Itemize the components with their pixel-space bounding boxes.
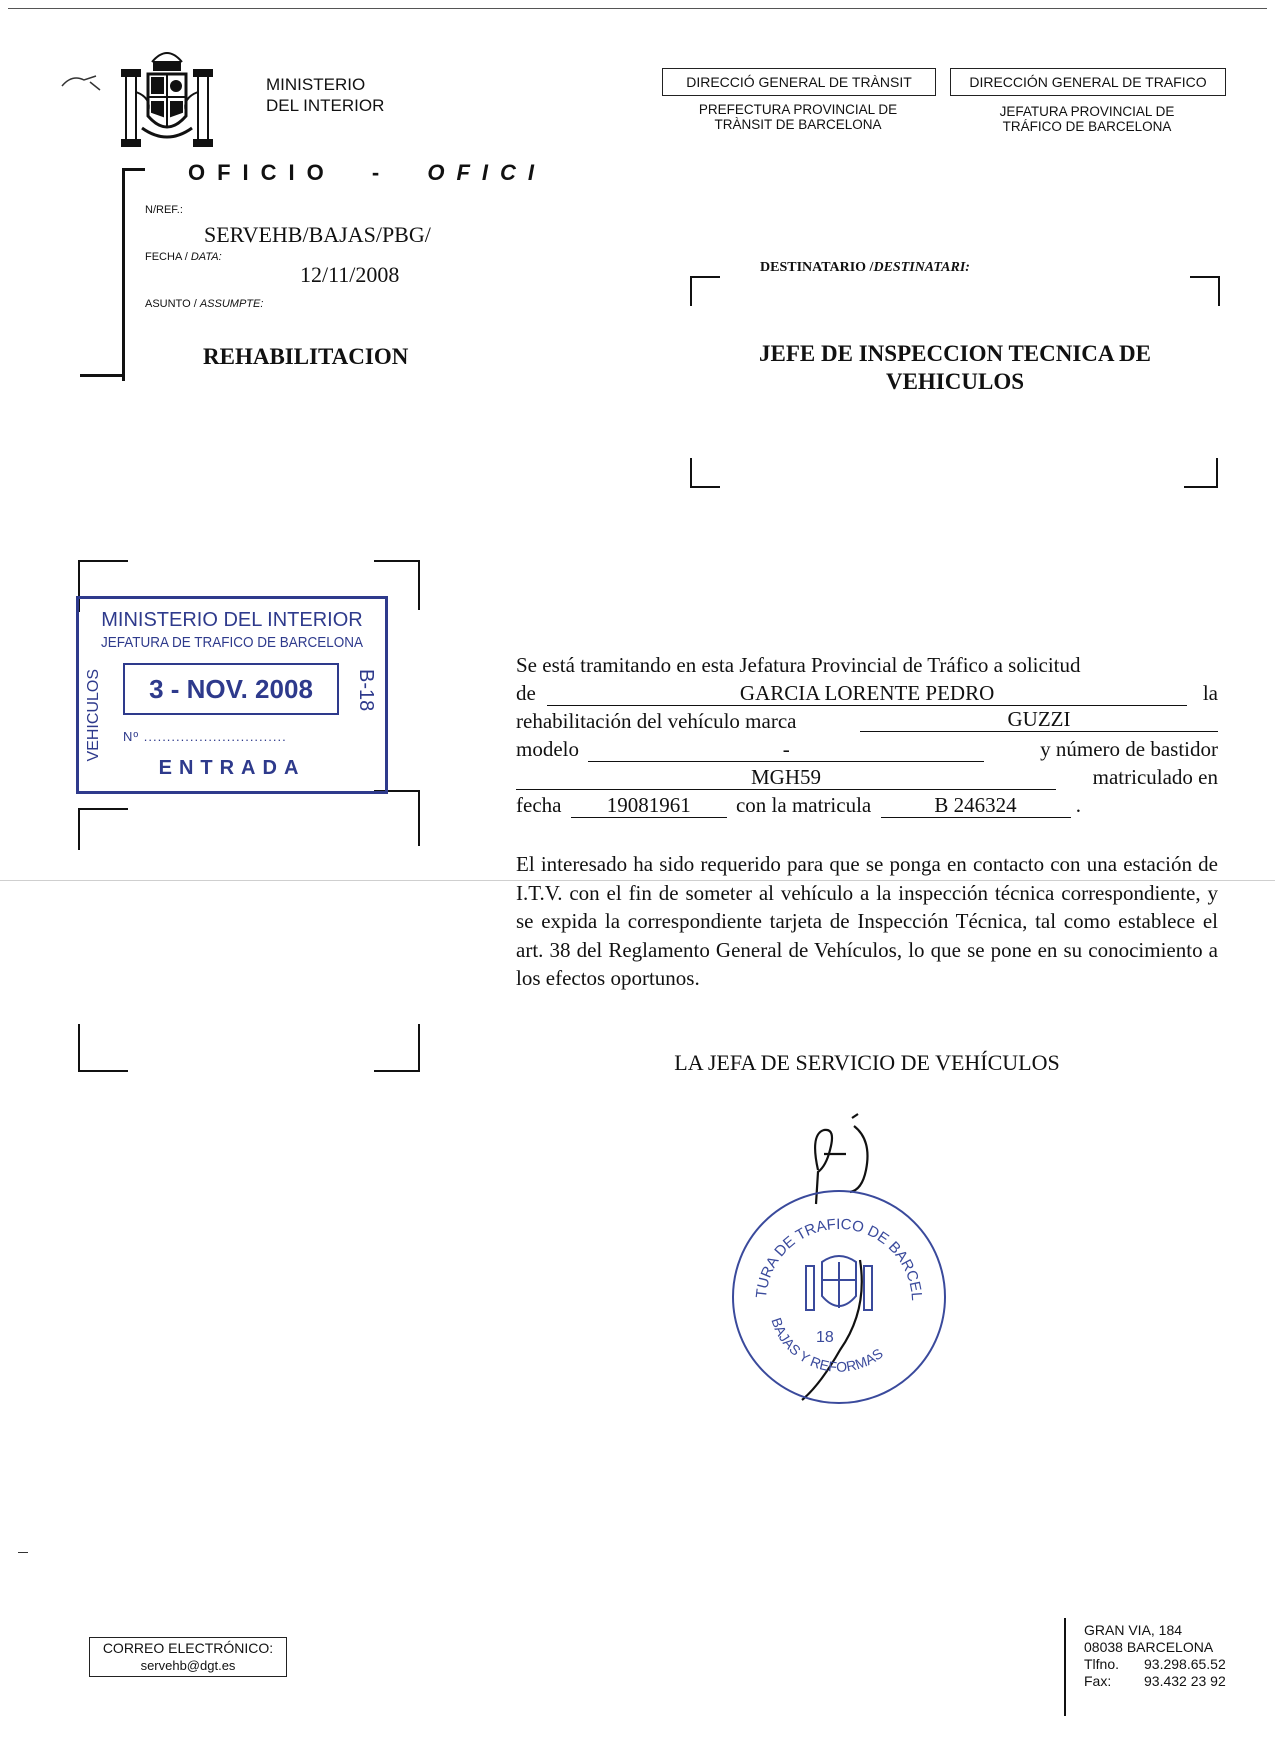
subject-value: REHABILITACION	[203, 344, 409, 369]
stamp-number: Nº ...............................	[123, 729, 287, 744]
address-block	[1084, 1622, 1226, 1690]
body-modelo: modelo	[516, 737, 579, 761]
recipient-corner-br	[1184, 458, 1218, 488]
subject-label-es: ASUNTO /	[145, 298, 197, 310]
oficio-label-ca: OFICI	[427, 160, 547, 185]
page-top-edge	[8, 8, 1267, 9]
fax-row	[1084, 1673, 1226, 1690]
email-label: CORREO ELECTRÓNICO:	[102, 1640, 274, 1656]
body-line-5	[516, 763, 1218, 791]
stamp-right-vertical: B-18	[355, 669, 377, 712]
subject-label	[145, 298, 263, 310]
date-label-ca: DATA:	[190, 251, 222, 263]
stamp-area-mid-left	[78, 808, 128, 850]
seal-arms-icon	[806, 1256, 872, 1310]
address-line1: GRAN VIA, 184	[1084, 1622, 1183, 1638]
body-line-1: Se está tramitando en esta Jefatura Provincial de Tráfico a solicitud	[516, 653, 1081, 677]
coat-of-arms-icon	[112, 42, 222, 154]
email-box	[89, 1637, 287, 1677]
address-divider	[1064, 1618, 1066, 1716]
date-value: 12/11/2008	[300, 262, 400, 287]
phone-value: 93.298.65.52	[1144, 1656, 1226, 1672]
recipient-corner-bl	[690, 458, 720, 488]
recipient-label	[760, 260, 1160, 276]
seal-top-text: TURA DE TRAFICO DE BARCEL	[753, 1215, 926, 1302]
phone-label: Tlfno.	[1084, 1656, 1120, 1672]
applicant-field: GARCIA LORENTE PEDRO	[547, 681, 1187, 706]
body-dot: .	[1075, 793, 1081, 817]
ref-label: N/REF.:	[145, 204, 183, 216]
address-line2: 08038 BARCELONA	[1084, 1639, 1214, 1655]
body-bastidor: y número de bastidor	[1040, 737, 1218, 761]
date-label-es: FECHA /	[145, 251, 188, 263]
prefectura-line2: TRÀNSIT DE BARCELONA	[714, 117, 882, 132]
seal-bottom-text: BAJAS Y REFORMAS	[768, 1315, 886, 1375]
email-value: servehb@dgt.es	[140, 1658, 236, 1673]
recipient-name	[690, 340, 1220, 396]
ministry-line2: DEL INTERIOR	[266, 96, 385, 115]
prefectura-text	[662, 102, 934, 132]
recipient-label-es: DESTINATARIO /	[760, 260, 874, 275]
subject-label-ca: ASSUMPTE:	[199, 298, 264, 310]
fax-value: 93.432 23 92	[1144, 1673, 1226, 1689]
body-la: la	[1202, 681, 1218, 705]
jefatura-line1: JEFATURA PROVINCIAL DE	[999, 104, 1175, 119]
body-paragraph: El interesado ha sido requerido para que se ponga en contacto con una estación de I.T.V. con el fin de someter al vehículo a la inspección técnica correspondiente, y se expida la correspondiente tarjeta de Inspección Técnica, tal como establece el art. 38 del Reglamento General de Vehículos, lo que se pone en su conocimiento a los efectos oportunos.	[516, 852, 1218, 990]
stamp-area-corner-bl	[78, 1024, 128, 1072]
stamp-entrada: ENTRADA	[158, 757, 306, 779]
prefectura-line1: PREFECTURA PROVINCIAL DE	[698, 102, 898, 117]
oficio-bracket-top	[122, 168, 145, 381]
body-line-4	[516, 735, 1218, 763]
model-field: -	[588, 737, 984, 762]
chassis-field: MGH59	[516, 765, 1056, 790]
stamp-date: 3 - NOV. 2008	[123, 663, 339, 715]
margin-mark	[18, 1552, 28, 1553]
body-con-matricula: con la matricula	[735, 793, 872, 817]
body-line-3	[516, 707, 1218, 735]
recipient-name-line2: VEHICULOS	[885, 369, 1025, 394]
oficio-label-es: OFICIO	[188, 160, 336, 185]
ministry-line1: MINISTERIO	[266, 75, 366, 94]
body-fecha: fecha	[516, 793, 562, 817]
office-seal	[732, 1190, 946, 1404]
reg-date-field: 19081961	[571, 793, 727, 818]
date-label	[145, 251, 222, 263]
entry-stamp	[76, 596, 388, 794]
plate-field: B 246324	[881, 793, 1071, 818]
oficio-bracket-bottom	[80, 374, 125, 377]
brand-field: GUZZI	[860, 707, 1218, 732]
stamp-left-vertical: VEHICULOS	[85, 669, 102, 762]
jefatura-text	[950, 104, 1224, 134]
body-matriculado: matriculado en	[1092, 765, 1218, 789]
body-line-2	[516, 679, 1218, 707]
ink-mark-icon	[60, 72, 104, 94]
body-de: de	[516, 681, 536, 705]
ref-value: SERVEHB/BAJAS/PBG/	[204, 222, 431, 247]
jefatura-line2: TRÁFICO DE BARCELONA	[1002, 119, 1172, 134]
fax-label: Fax:	[1084, 1673, 1112, 1689]
signer-title: LA JEFA DE SERVICIO DE VEHÍCULOS	[674, 1050, 1060, 1075]
oficio-heading	[188, 160, 546, 186]
body-line-6	[516, 791, 1218, 819]
recipient-corner-tl	[690, 276, 720, 306]
seal-graphic	[734, 1192, 944, 1402]
body-rehab: rehabilitación del vehículo marca	[516, 709, 797, 733]
dgt-catalan-box: DIRECCIÓ GENERAL DE TRÀNSIT	[662, 68, 936, 96]
stamp-line1: MINISTERIO DEL INTERIOR	[101, 609, 363, 631]
oficio-separator: -	[371, 160, 392, 185]
recipient-corner-tr	[1190, 276, 1220, 306]
phone-row	[1084, 1656, 1226, 1673]
stamp-line2: JEFATURA DE TRAFICO DE BARCELONA	[100, 634, 364, 651]
dgt-spanish-box: DIRECCIÓN GENERAL DE TRAFICO	[950, 68, 1226, 96]
seal-number: 18	[816, 1329, 834, 1346]
recipient-name-line1: JEFE DE INSPECCION TECNICA DE	[759, 341, 1151, 366]
ministry-name	[266, 74, 384, 116]
stamp-area-corner-br	[374, 1024, 420, 1072]
recipient-label-ca: DESTINATARI:	[873, 260, 970, 275]
stamp-area-mid-right	[374, 790, 420, 846]
